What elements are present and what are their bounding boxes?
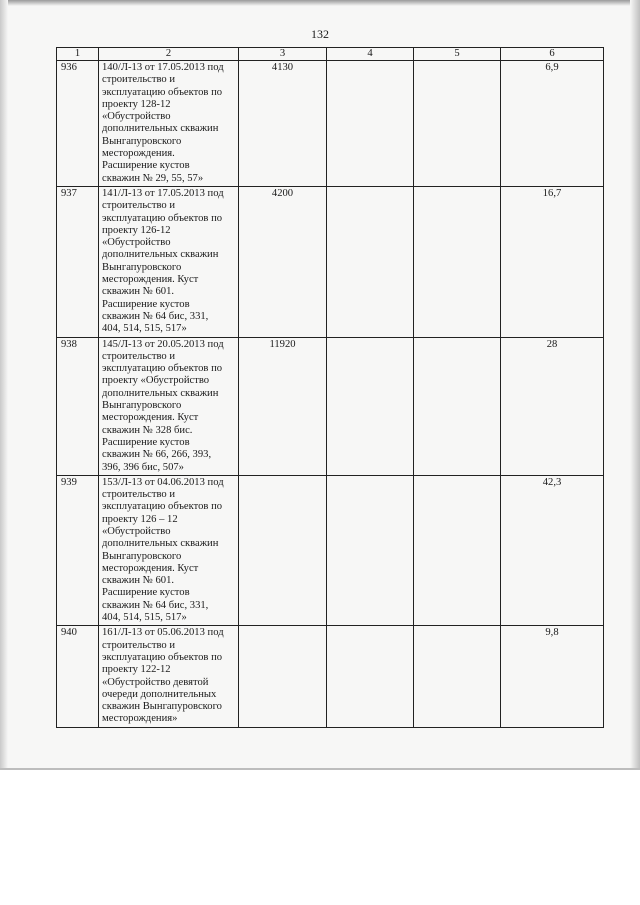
scan-left-edge <box>0 0 8 768</box>
table-row <box>57 337 604 475</box>
row-description: 140/Л-13 от 17.05.2013 под строительство и эксплуатацию объектов по проекту 128-12 «Обустройство дополнительных скважин Вынгапуровского месторождения. Расширение кустов скважин № 29, 55, 57» <box>99 61 239 187</box>
row-description: 161/Л-13 от 05.06.2013 под строительство и эксплуатацию объектов по проекту 122-12 «Обустройство девятой очереди дополнительных скважин Вынгапуровского месторождения» <box>99 626 239 727</box>
row-col4 <box>327 186 414 337</box>
row-col5 <box>414 626 501 727</box>
row-col4 <box>327 475 414 626</box>
row-col5 <box>414 475 501 626</box>
row-col6: 42,3 <box>501 475 604 626</box>
row-col6: 28 <box>501 337 604 475</box>
column-header-1: 1 <box>57 48 99 61</box>
row-number: 939 <box>57 475 99 626</box>
column-header-4: 4 <box>327 48 414 61</box>
table-row <box>57 186 604 337</box>
row-number: 936 <box>57 61 99 187</box>
row-number: 938 <box>57 337 99 475</box>
row-description: 153/Л-13 от 04.06.2013 под строительство и эксплуатацию объектов по проекту 126 – 12 «Обустройство дополнительных скважин Вынгапуровского месторождения. Куст скважин № 601. Расширение кустов скважин № 64 бис, 331, 404, 514, 515, 517» <box>99 475 239 626</box>
row-col6: 16,7 <box>501 186 604 337</box>
row-description: 141/Л-13 от 17.05.2013 под строительство и эксплуатацию объектов по проекту 126-12 «Обустройство дополнительных скважин Вынгапуровского месторождения. Куст скважин № 601. Расширение кустов скважин № 64 бис, 331, 404, 514, 515, 517» <box>99 186 239 337</box>
row-col3: 11920 <box>239 337 327 475</box>
column-header-5: 5 <box>414 48 501 61</box>
row-col5 <box>414 61 501 187</box>
row-col4 <box>327 337 414 475</box>
column-header-2: 2 <box>99 48 239 61</box>
row-col3 <box>239 475 327 626</box>
table-row <box>57 475 604 626</box>
page-number: 132 <box>311 27 329 41</box>
row-col3: 4200 <box>239 186 327 337</box>
row-col5 <box>414 337 501 475</box>
column-header-6: 6 <box>501 48 604 61</box>
row-col3: 4130 <box>239 61 327 187</box>
row-col6: 9,8 <box>501 626 604 727</box>
land-lease-table <box>56 47 604 728</box>
row-col4 <box>327 61 414 187</box>
row-col5 <box>414 186 501 337</box>
column-header-3: 3 <box>239 48 327 61</box>
header-row <box>57 48 604 61</box>
scan-right-edge <box>630 0 640 768</box>
row-col3 <box>239 626 327 727</box>
scan-top-edge <box>0 0 640 6</box>
table-row <box>57 61 604 187</box>
row-number: 937 <box>57 186 99 337</box>
row-description: 145/Л-13 от 20.05.2013 под строительство и эксплуатацию объектов по проекту «Обустройство дополнительных скважин Вынгапуровского месторождения. Куст скважин № 328 бис. Расширение кустов скважин № 66, 266, 393, 396, 396 бис, 507» <box>99 337 239 475</box>
row-number: 940 <box>57 626 99 727</box>
row-col6: 6,9 <box>501 61 604 187</box>
row-col4 <box>327 626 414 727</box>
table-row <box>57 626 604 727</box>
